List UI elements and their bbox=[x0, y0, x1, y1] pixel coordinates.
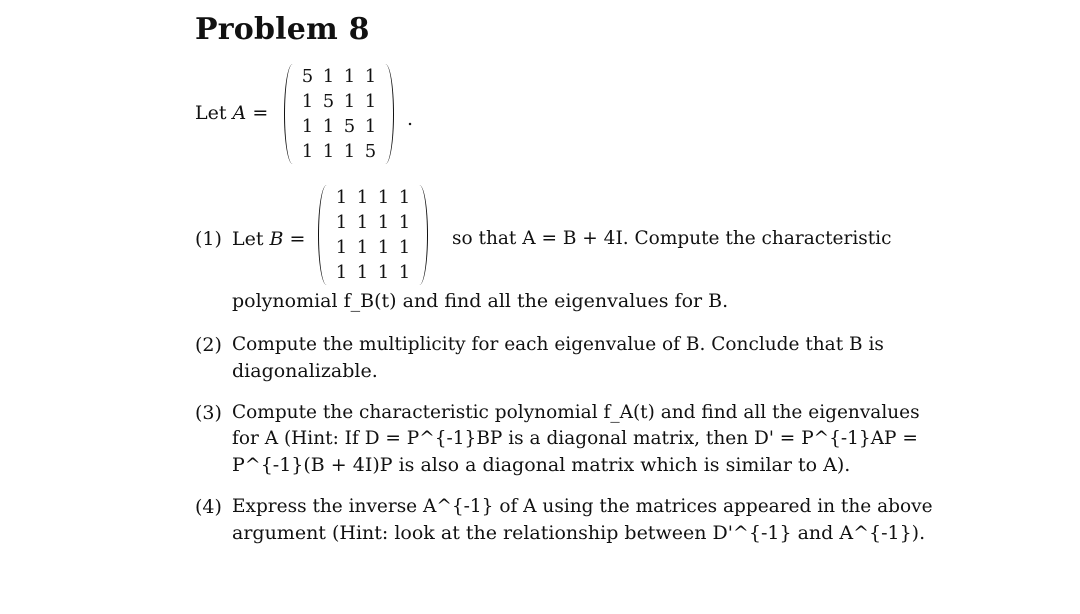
matrix-a-cell: 1 bbox=[301, 91, 314, 112]
matrix-b-cell: 1 bbox=[335, 212, 348, 233]
intro-var-a: A bbox=[232, 102, 247, 124]
matrix-b-cell: 1 bbox=[377, 187, 390, 208]
matrix-b-cell: 1 bbox=[356, 212, 369, 233]
matrix-b-cell: 1 bbox=[398, 187, 411, 208]
matrix-a-cell: 5 bbox=[343, 116, 356, 137]
matrix-b-cell: 1 bbox=[377, 212, 390, 233]
item-1-continuation: so that A = B + 4I. Compute the characteristic bbox=[452, 228, 892, 249]
matrix-b-cells bbox=[329, 185, 417, 285]
item-1-line-2: polynomial f_B(t) and find all the eigenvalues for B. bbox=[232, 290, 729, 312]
matrix-b-left-paren bbox=[318, 185, 329, 285]
matrix-a-cell: 5 bbox=[301, 66, 314, 87]
matrix-a-left-paren bbox=[284, 64, 295, 164]
item-3-label: (3) bbox=[195, 402, 222, 424]
matrix-a-cell: 1 bbox=[301, 141, 314, 162]
intro-let-word: Let bbox=[195, 102, 233, 124]
matrix-a-cell: 1 bbox=[301, 116, 314, 137]
matrix-a-cell: 1 bbox=[322, 116, 335, 137]
item-2-line-2: diagonalizable. bbox=[232, 360, 378, 382]
matrix-a-right-paren bbox=[383, 64, 394, 164]
item-1-let-word: Let bbox=[232, 228, 270, 250]
matrix-a-cells bbox=[295, 64, 383, 164]
matrix-a bbox=[284, 64, 394, 164]
matrix-b-cell: 1 bbox=[335, 237, 348, 258]
item-3-line-1: Compute the characteristic polynomial f_A(t) and find all the eigenvalues bbox=[232, 402, 920, 423]
matrix-b-cell: 1 bbox=[398, 237, 411, 258]
matrix-b-cell: 1 bbox=[398, 212, 411, 233]
intro-equals: = bbox=[246, 102, 269, 124]
item-4-label: (4) bbox=[195, 496, 222, 518]
item-2-label: (2) bbox=[195, 334, 222, 356]
matrix-a-cell: 1 bbox=[322, 141, 335, 162]
intro-let-text bbox=[195, 104, 268, 123]
matrix-b bbox=[318, 185, 428, 285]
matrix-a-cell: 1 bbox=[322, 66, 335, 87]
item-1-intro bbox=[232, 230, 305, 249]
item-1-label: (1) bbox=[195, 228, 222, 250]
item-4-line-2: argument (Hint: look at the relationship between D'^{-1} and A^{-1}). bbox=[232, 522, 926, 544]
matrix-a-cell: 1 bbox=[343, 66, 356, 87]
matrix-b-cell: 1 bbox=[377, 237, 390, 258]
matrix-a-cell: 1 bbox=[364, 66, 377, 87]
matrix-a-cell: 5 bbox=[322, 91, 335, 112]
matrix-b-cell: 1 bbox=[356, 187, 369, 208]
problem-title: Problem 8 bbox=[195, 12, 370, 47]
item-1-equals: = bbox=[283, 228, 306, 250]
matrix-a-cell: 1 bbox=[343, 141, 356, 162]
intro-period: . bbox=[407, 108, 414, 130]
item-1-var-b: B bbox=[269, 228, 284, 250]
matrix-b-cell: 1 bbox=[335, 187, 348, 208]
matrix-a-cell: 1 bbox=[364, 91, 377, 112]
matrix-b-cell: 1 bbox=[356, 262, 369, 283]
matrix-a-cell: 1 bbox=[343, 91, 356, 112]
matrix-b-right-paren bbox=[417, 185, 428, 285]
matrix-a-cell: 5 bbox=[364, 141, 377, 162]
matrix-b-cell: 1 bbox=[356, 237, 369, 258]
item-4-line-1: Express the inverse A^{-1} of A using the matrices appeared in the above bbox=[232, 496, 933, 517]
matrix-a-cell: 1 bbox=[364, 116, 377, 137]
matrix-b-cell: 1 bbox=[335, 262, 348, 283]
matrix-b-cell: 1 bbox=[398, 262, 411, 283]
matrix-b-cell: 1 bbox=[377, 262, 390, 283]
item-3-line-2: for A (Hint: If D = P^{-1}BP is a diagonal matrix, then D' = P^{-1}AP = bbox=[232, 428, 918, 449]
item-2-line-1: Compute the multiplicity for each eigenvalue of B. Conclude that B is bbox=[232, 334, 884, 355]
item-3-line-3: P^{-1}(B + 4I)P is also a diagonal matrix which is similar to A). bbox=[232, 454, 851, 476]
